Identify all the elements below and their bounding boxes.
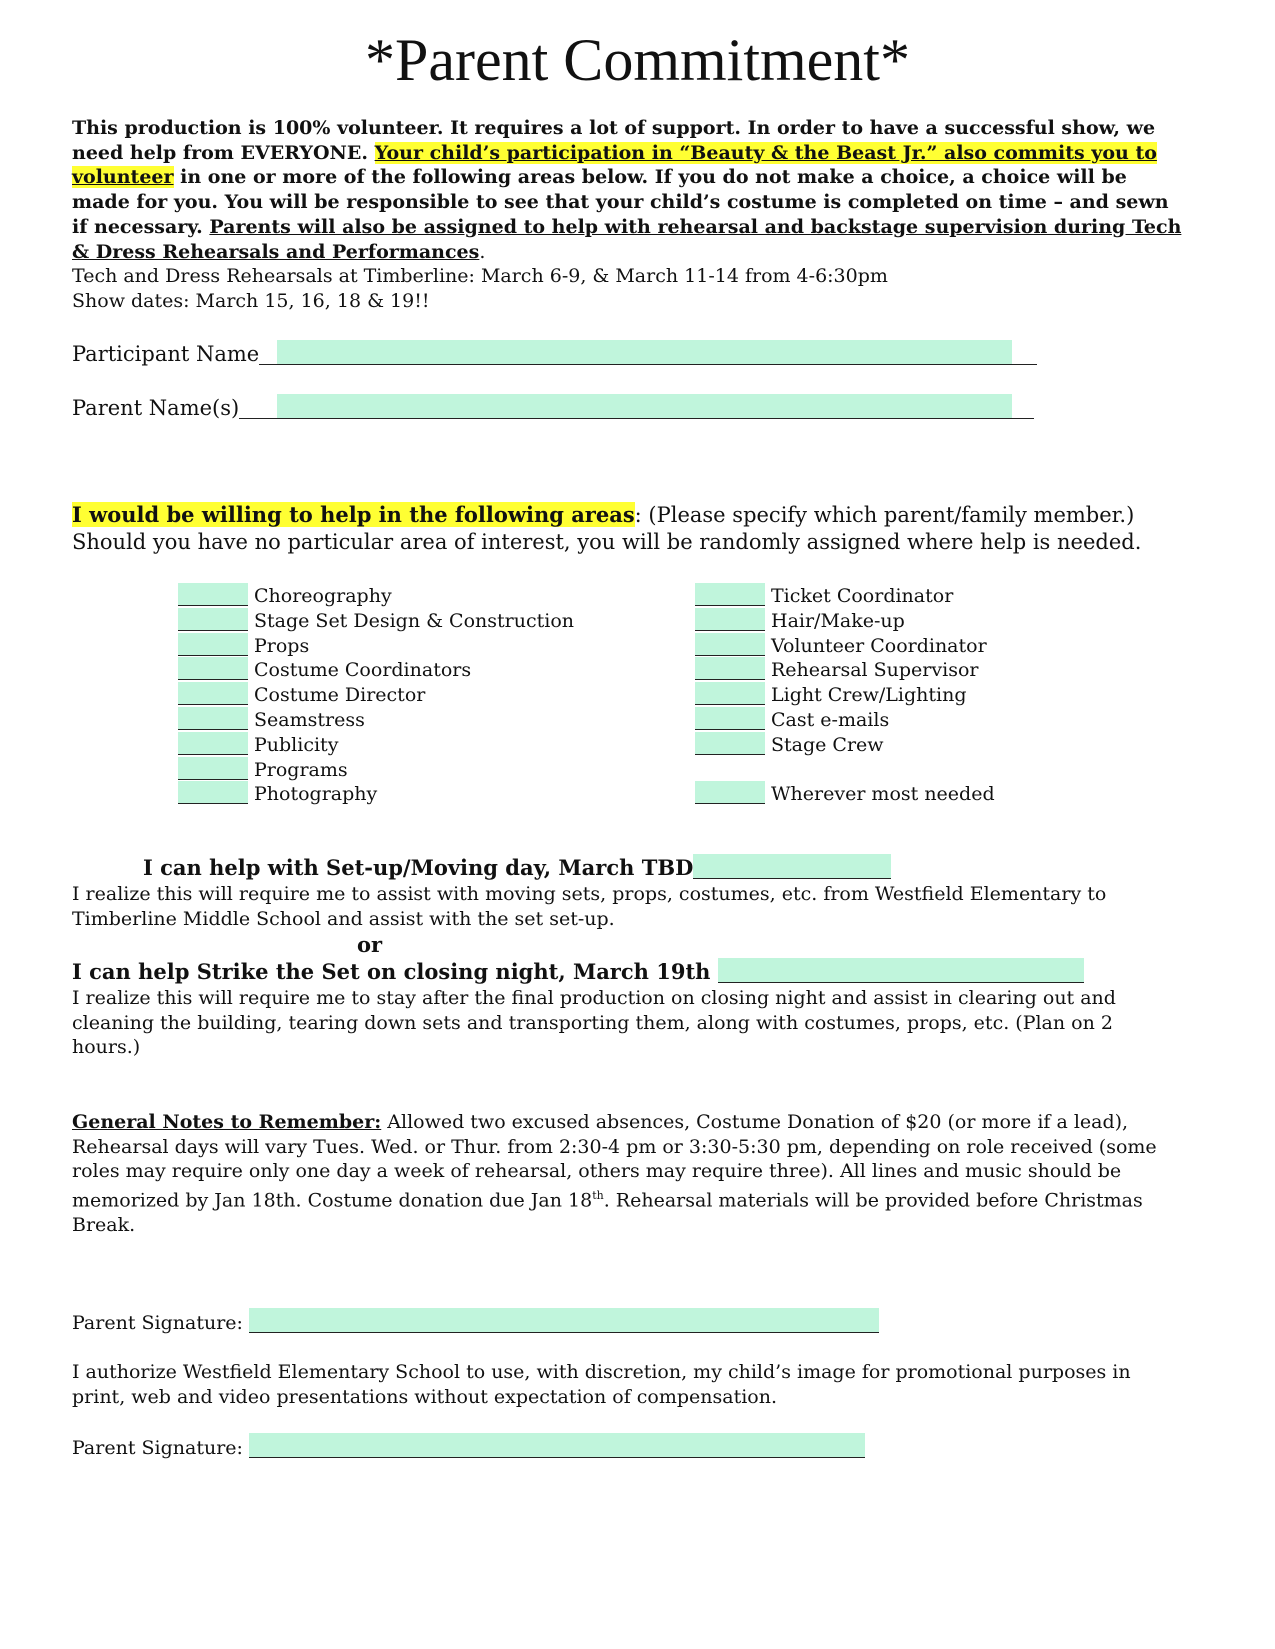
intro-underline: Parents will also be assigned to help with rehearsal and backstage supervision during Tech & Dress Rehearsals and Performances: [72, 215, 1182, 263]
setup-heading: I can help with Set-up/Moving day, March TBD: [143, 855, 694, 880]
help-option: [695, 633, 987, 658]
help-option-blank[interactable]: [695, 657, 765, 680]
help-option-blank[interactable]: [695, 608, 765, 631]
help-option-label: Hair/Make-up: [771, 609, 905, 632]
help-option-blank[interactable]: [695, 682, 765, 705]
participant-name-row: [72, 340, 1037, 365]
strike-desc: I realize this will require me to stay after the final production on closing night and assist in clearing out and cleaning the building, tearing down sets and transporting them, along with costumes, props, etc. (Plan on 2 hours.): [72, 987, 1116, 1059]
help-option-label: Volunteer Coordinator: [771, 634, 987, 657]
help-option: [178, 583, 392, 608]
signature2-input[interactable]: [249, 1433, 865, 1458]
signature1-input[interactable]: [249, 1308, 879, 1333]
help-option-label: Cast e-mails: [771, 709, 890, 731]
notes-text: Allowed two excused absences, Costume Donation of $20 (or more if a lead), Rehearsal days will vary Tues. Wed. or Thur. from 2:30-4 pm or 3:30-5:30 pm, depending on role received (some roles may require only one day a week of rehearsal, others may require three). All lines and music should be memorized by Jan 18th. Costume donation due Jan 18: [72, 1111, 1157, 1212]
signature2-label: Parent Signature:: [72, 1437, 249, 1459]
help-option: [695, 682, 967, 707]
help-option-label: Costume Director: [254, 684, 426, 707]
help-option-blank[interactable]: [178, 583, 248, 606]
or-label: or: [357, 932, 383, 957]
parent-name-row: [72, 394, 1034, 419]
help-option: [178, 707, 365, 732]
strike-input[interactable]: [718, 958, 1084, 983]
participant-name-input[interactable]: [277, 340, 1012, 365]
help-option: [178, 657, 471, 682]
help-option-blank[interactable]: [178, 757, 248, 780]
help-option-blank[interactable]: [695, 707, 765, 730]
authorize-text: I authorize Westfield Elementary School to use, with discretion, my child’s image for promotional purposes in print, web and video presentations without expectation of compensation.: [72, 1361, 1131, 1408]
notes-label: General Notes to Remember:: [72, 1111, 382, 1133]
help-heading-row: [72, 502, 1134, 527]
strike-heading: I can help Strike the Set on closing night, March 19th: [72, 959, 718, 984]
help-option-blank[interactable]: [695, 781, 765, 804]
help-option-label: Photography: [254, 783, 378, 806]
help-option: [695, 732, 884, 757]
help-option-label: Light Crew/Lighting: [771, 684, 967, 707]
setup-desc: I realize this will require me to assist with moving sets, props, costumes, etc. from Westfield Elementary to Timberline Middle School and assist with the set set-up.: [72, 883, 1107, 930]
help-option-blank[interactable]: [178, 732, 248, 755]
help-option-label: Programs: [254, 758, 348, 781]
setup-row: [143, 854, 891, 879]
help-option: [695, 657, 978, 682]
show-dates: Show dates: March 15, 16, 18 & 19!!: [72, 289, 430, 312]
help-option-label: Stage Set Design & Construction: [254, 609, 575, 632]
general-notes: [72, 1110, 1172, 1238]
help-option: [178, 781, 377, 806]
signature1-row: [72, 1308, 879, 1333]
parent-name-label: Parent Name(s): [72, 396, 240, 420]
help-option: [178, 732, 338, 757]
help-option-blank[interactable]: [178, 633, 248, 656]
help-option-label: Rehearsal Supervisor: [771, 659, 979, 682]
notes-text-end: . Rehearsal materials will be provided before Christmas Break.: [72, 1189, 1143, 1237]
help-subline: Should you have no particular area of interest, you will be randomly assigned where help is needed.: [72, 530, 1142, 554]
signature2-row: [72, 1433, 865, 1458]
intro-text-cont: in one or more of the following areas below. If you do not make a choice, a choice will be made for you. You will be responsible to see that your child’s costume is completed on time – and sewn if necessary.: [72, 166, 1169, 238]
help-option: [178, 757, 348, 782]
setup-input[interactable]: [693, 854, 891, 879]
signature1-label: Parent Signature:: [72, 1312, 249, 1334]
help-option-blank[interactable]: [178, 682, 248, 705]
help-option-blank[interactable]: [695, 583, 765, 606]
help-option-label: Publicity: [254, 733, 339, 756]
help-option: [178, 608, 574, 633]
help-option: [695, 608, 905, 633]
intro-end: .: [479, 240, 486, 263]
help-option: [695, 583, 953, 608]
help-option-blank[interactable]: [695, 633, 765, 656]
help-option: [178, 682, 425, 707]
help-heading-rest: : (Please specify which parent/family member.): [634, 503, 1135, 527]
help-option-label: Costume Coordinators: [254, 659, 472, 682]
page-title: *Parent Commitment*: [365, 27, 910, 93]
help-option-blank[interactable]: [178, 657, 248, 680]
help-option-label: Wherever most needed: [771, 783, 995, 806]
strike-row: [72, 958, 1084, 983]
help-option-blank[interactable]: [178, 608, 248, 631]
intro-text: This production is 100% volunteer. It requires a lot of support. In order to have a successful show, we need help from EVERYONE.: [72, 117, 1156, 164]
help-option-label: Ticket Coordinator: [771, 585, 954, 607]
help-option-label: Seamstress: [254, 709, 365, 731]
help-option: [178, 633, 309, 658]
tech-dates: Tech and Dress Rehearsals at Timberline: March 6-9, & March 11-14 from 4-6:30pm: [72, 265, 888, 288]
notes-sup: th: [592, 1189, 604, 1203]
participant-name-label: Participant Name: [72, 342, 260, 366]
help-option-blank[interactable]: [178, 781, 248, 804]
intro: [72, 116, 1182, 314]
parent-name-input[interactable]: [277, 394, 1012, 419]
help-option-label: Choreography: [254, 585, 392, 607]
help-option-label: Stage Crew: [771, 733, 884, 756]
intro-highlight: Your child’s participation in “Beauty & the Beast Jr.” also commits you to volunteer: [72, 141, 1157, 189]
help-option-blank[interactable]: [178, 707, 248, 730]
help-heading: I would be willing to help in the following areas: [72, 502, 635, 527]
help-option-wherever: [695, 781, 995, 806]
help-option-label: Props: [254, 634, 310, 657]
help-option: [695, 707, 889, 732]
help-option-blank[interactable]: [695, 732, 765, 755]
